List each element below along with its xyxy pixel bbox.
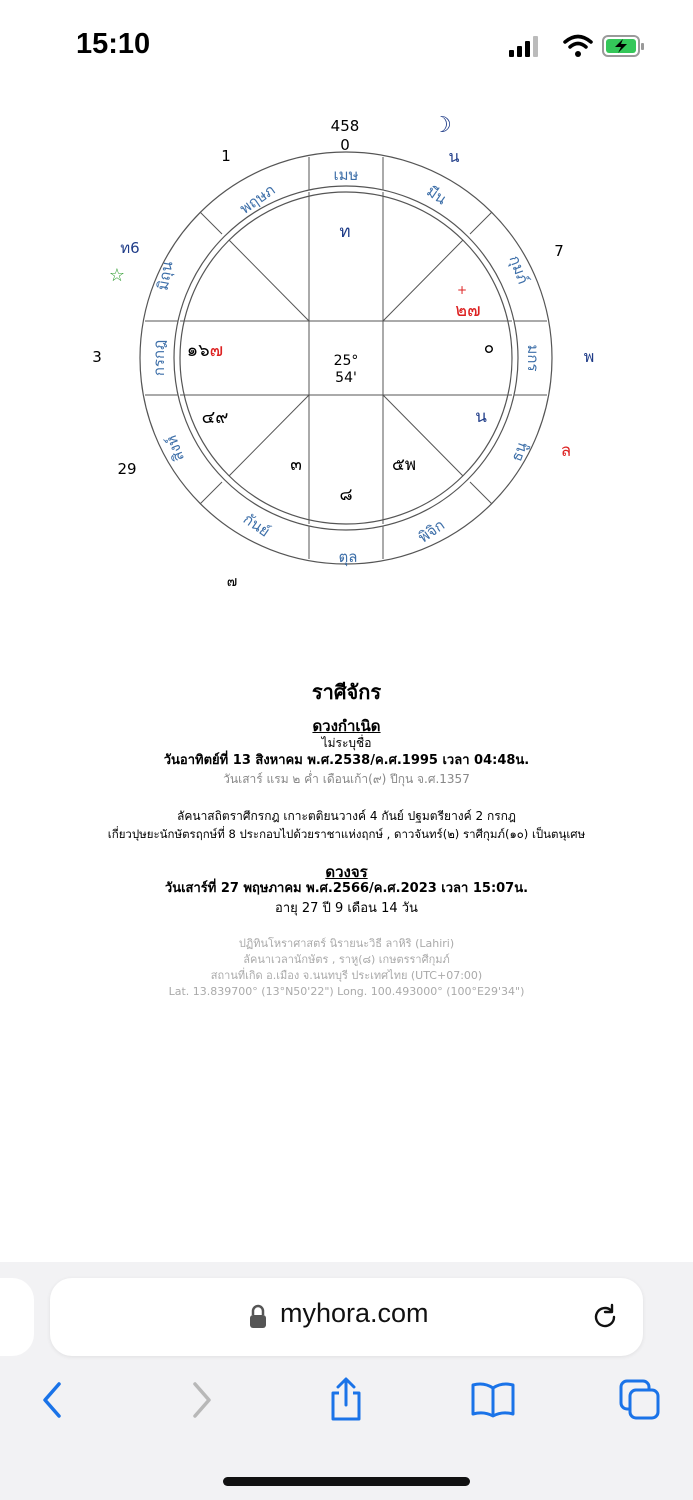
outer-label-3: 3 xyxy=(92,348,102,366)
sign-label: ตุล xyxy=(338,548,358,566)
person-name: ไม่ระบุชื่อ xyxy=(321,736,372,750)
outer-label-p: พ xyxy=(583,347,595,366)
age-line: อายุ 27 ปี 9 เดือน 14 วัน xyxy=(275,901,418,916)
sign-label: กรกฎ xyxy=(150,339,168,377)
browser-toolbar xyxy=(0,1262,693,1500)
nakshatra-line: เกี่ยวปุษยะนักษัตรฤกษ์ที่ 8 ประกอบไปด้วยราชาแห่งฤกษ์ , ดาวจันทร์(๒) ราศีกุมภ์(๑๐) เป็นตนุเศษ xyxy=(107,827,586,841)
footer-line-2: ลัคนาเวลานักษัตร , ราหู(๘) เกษตรราศีกุมภ์ xyxy=(243,953,450,966)
reload-icon[interactable] xyxy=(590,1302,620,1332)
sign-label: กันย์ xyxy=(239,509,274,541)
share-button[interactable] xyxy=(316,1370,376,1430)
book-icon xyxy=(470,1380,516,1420)
house-left-upper xyxy=(187,340,223,361)
house-bottom: ๘ xyxy=(339,485,353,505)
status-time: 15:10 xyxy=(76,28,151,60)
outer-label-1: 1 xyxy=(221,147,231,165)
sign-label: ธนู xyxy=(507,439,531,464)
house-left-lower: ๔๙ xyxy=(201,407,229,428)
outer-label-l: ล xyxy=(560,441,572,461)
previous-tab-pill[interactable] xyxy=(0,1278,34,1356)
forward-button[interactable] xyxy=(172,1370,232,1430)
center-minute: 54' xyxy=(335,370,357,386)
house-left-upper-red: ๗ xyxy=(209,340,224,361)
house-topright: ๒๗ xyxy=(455,300,481,321)
footer-line-1: ปฏิทินโหราศาสตร์ นิรายนะวิธี ลาหิริ (Lahiri) xyxy=(238,937,455,950)
url-text: myhora.com xyxy=(280,1298,429,1328)
rasi-chart xyxy=(0,100,693,600)
moon-icon: ☽ xyxy=(432,113,452,138)
sign-label: กุมภ์ xyxy=(505,253,533,287)
outer-label-29: 29 xyxy=(117,460,137,478)
footer-line-4: Lat. 13.839700° (13°N50'22") Long. 100.493000° (100°E29'34") xyxy=(168,985,525,998)
chevron-right-icon xyxy=(187,1380,217,1420)
outer-label-7: 7 xyxy=(554,242,564,260)
sign-label: สิงห์ xyxy=(162,432,189,464)
outer-label-thai7: ๗ xyxy=(226,574,238,590)
outer-label-n: น xyxy=(448,147,460,166)
house-top: ท xyxy=(339,222,351,242)
chevron-left-icon xyxy=(37,1380,67,1420)
tabs-icon xyxy=(618,1378,662,1422)
status-bar xyxy=(0,0,693,90)
sign-label: มกร xyxy=(524,344,542,372)
tabs-button[interactable] xyxy=(610,1370,670,1430)
house-left-upper-black: ๑๖ xyxy=(186,340,210,361)
transit-line: วันเสาร์ที่ 27 พฤษภาคม พ.ศ.2566/ค.ศ.2023 เวลา 15:07น. xyxy=(164,881,529,896)
home-indicator xyxy=(223,1477,470,1486)
birth-line: วันอาทิตย์ที่ 13 สิงหาคม พ.ศ.2538/ค.ศ.1995 เวลา 04:48น. xyxy=(163,753,530,768)
battery-icon xyxy=(603,36,644,56)
back-button[interactable] xyxy=(22,1370,82,1430)
signal-icon xyxy=(509,36,538,57)
sign-label: เมษ xyxy=(333,166,359,184)
footer-line-3: สถานที่เกิด อ.เมือง จ.นนทบุรี ประเทศไทย (UTC+07:00) xyxy=(210,969,483,982)
lunar-line: วันเสาร์ แรม ๒ ค่ำ เดือนเก้า(๙) ปีกุน จ.ศ.1357 xyxy=(223,772,470,786)
sign-label: มิถุน xyxy=(153,259,177,292)
outer-label-t6: ท6 xyxy=(120,239,140,257)
lock-icon xyxy=(248,1304,268,1330)
outer-label-458: 458 xyxy=(330,117,360,135)
house-bottomleft: ๓ xyxy=(290,455,302,475)
outer-label-0: 0 xyxy=(340,136,350,154)
star-icon: ☆ xyxy=(108,265,126,286)
status-icons xyxy=(507,32,647,64)
house-bottomright-n: น xyxy=(475,407,487,427)
wifi-icon xyxy=(565,37,591,58)
sign-label: พฤษภ xyxy=(236,180,279,218)
bookmarks-button[interactable] xyxy=(463,1370,523,1430)
sign-label: มีน xyxy=(423,182,450,209)
lagna-line: ลัคนาสถิตราศีกรกฎ เกาะตติยนวางค์ 4 กันย์ ปฐมตรียางค์ 2 กรกฎ xyxy=(176,809,516,823)
address-bar[interactable] xyxy=(50,1278,643,1356)
house-bottomright: ๕พ xyxy=(391,455,417,475)
transit-heading: ดวงจร xyxy=(325,863,368,881)
page-title: ราศีจักร xyxy=(311,680,382,704)
house-topright-plus: + xyxy=(456,283,468,297)
center-degree: 25° xyxy=(333,353,359,369)
share-icon xyxy=(326,1377,366,1423)
sign-label: พิจิก xyxy=(414,515,448,547)
house-right: ๐ xyxy=(483,338,495,358)
natal-heading: ดวงกำเนิด xyxy=(312,717,381,735)
